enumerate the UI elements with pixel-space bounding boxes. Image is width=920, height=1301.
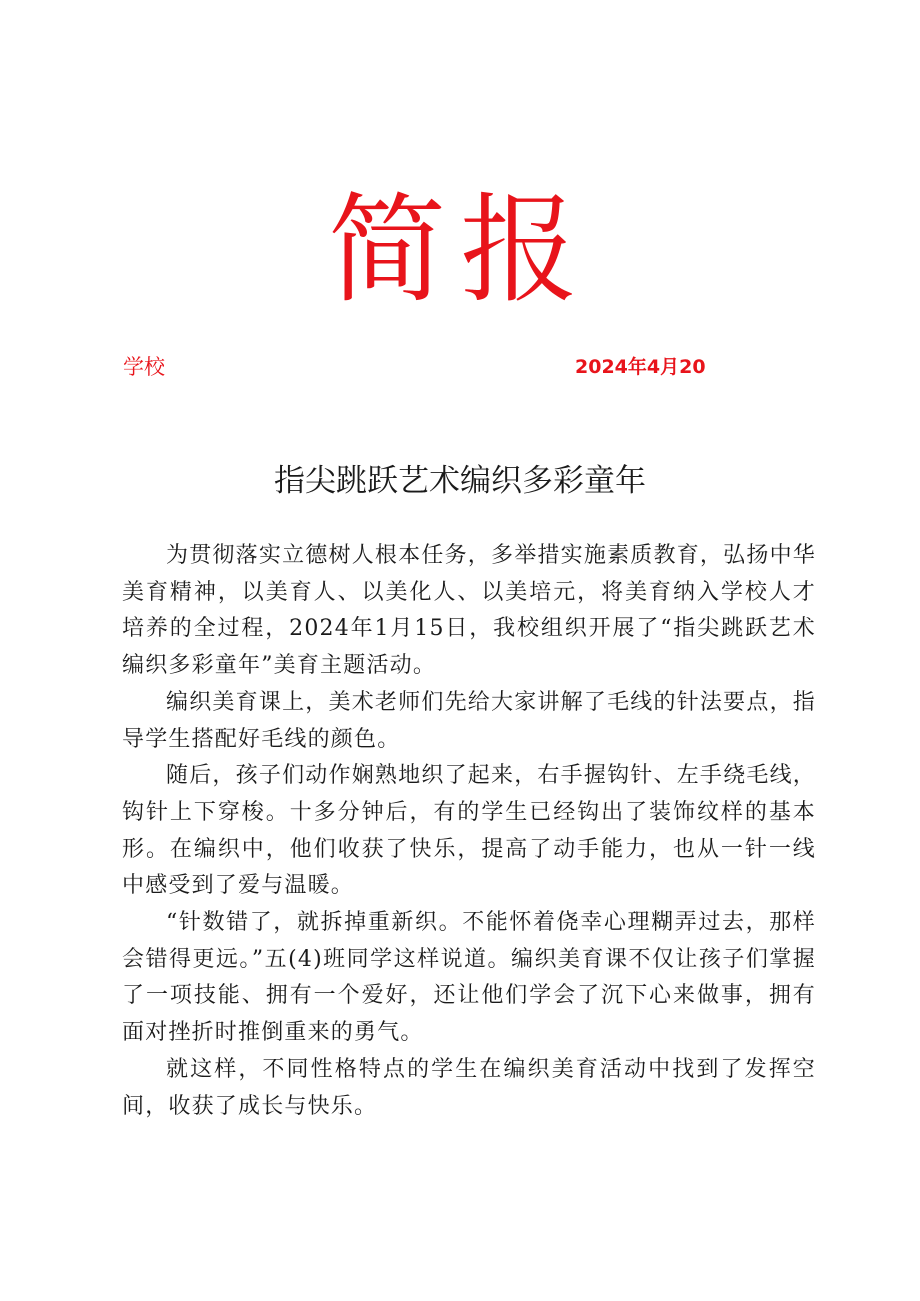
paragraph-2: 编织美育课上，美术老师们先给大家讲解了毛线的针法要点，指导学生搭配好毛线的颜色。 — [122, 689, 816, 752]
paragraph-5: 就这样，不同性格特点的学生在编织美育活动中找到了发挥空间，收获了成长与快乐。 — [122, 1056, 816, 1119]
school-name: 学校 — [123, 355, 165, 379]
article-body — [122, 538, 816, 1125]
info-row — [123, 352, 723, 382]
article-title: 指尖跳跃艺术编织多彩童年 — [274, 463, 646, 499]
paragraph-1: 为贯彻落实立德树人根本任务，多举措实施素质教育，弘扬中华美育精神，以美育人、以美化人、以美培元，将美育纳入学校人才培养的全过程，2024年1月15日，我校组织开展了“指尖跳跃艺术编织多彩童年”美育主题活动。 — [122, 543, 816, 679]
paragraph-4: “针数错了，就拆掉重新织。不能怀着侥幸心理糊弄过去，那样会错得更远。”五(4)班同学这样说道。编织美育课不仅让孩子们掌握了一项技能、拥有一个爱好，还让他们学会了沉下心来做事，拥有面对挫折时推倒重来的勇气。 — [122, 910, 816, 1046]
paragraph-3: 随后，孩子们动作娴熟地织了起来，右手握钩针、左手绕毛线，钩针上下穿梭。十多分钟后，有的学生已经钩出了装饰纹样的基本形。在编织中，他们收获了快乐，提高了动手能力，也从一针一线中感受到了爱与温暖。 — [122, 763, 816, 899]
masthead-title: 简报 — [327, 181, 592, 319]
issue-date: 2024年4月20 — [575, 356, 706, 378]
